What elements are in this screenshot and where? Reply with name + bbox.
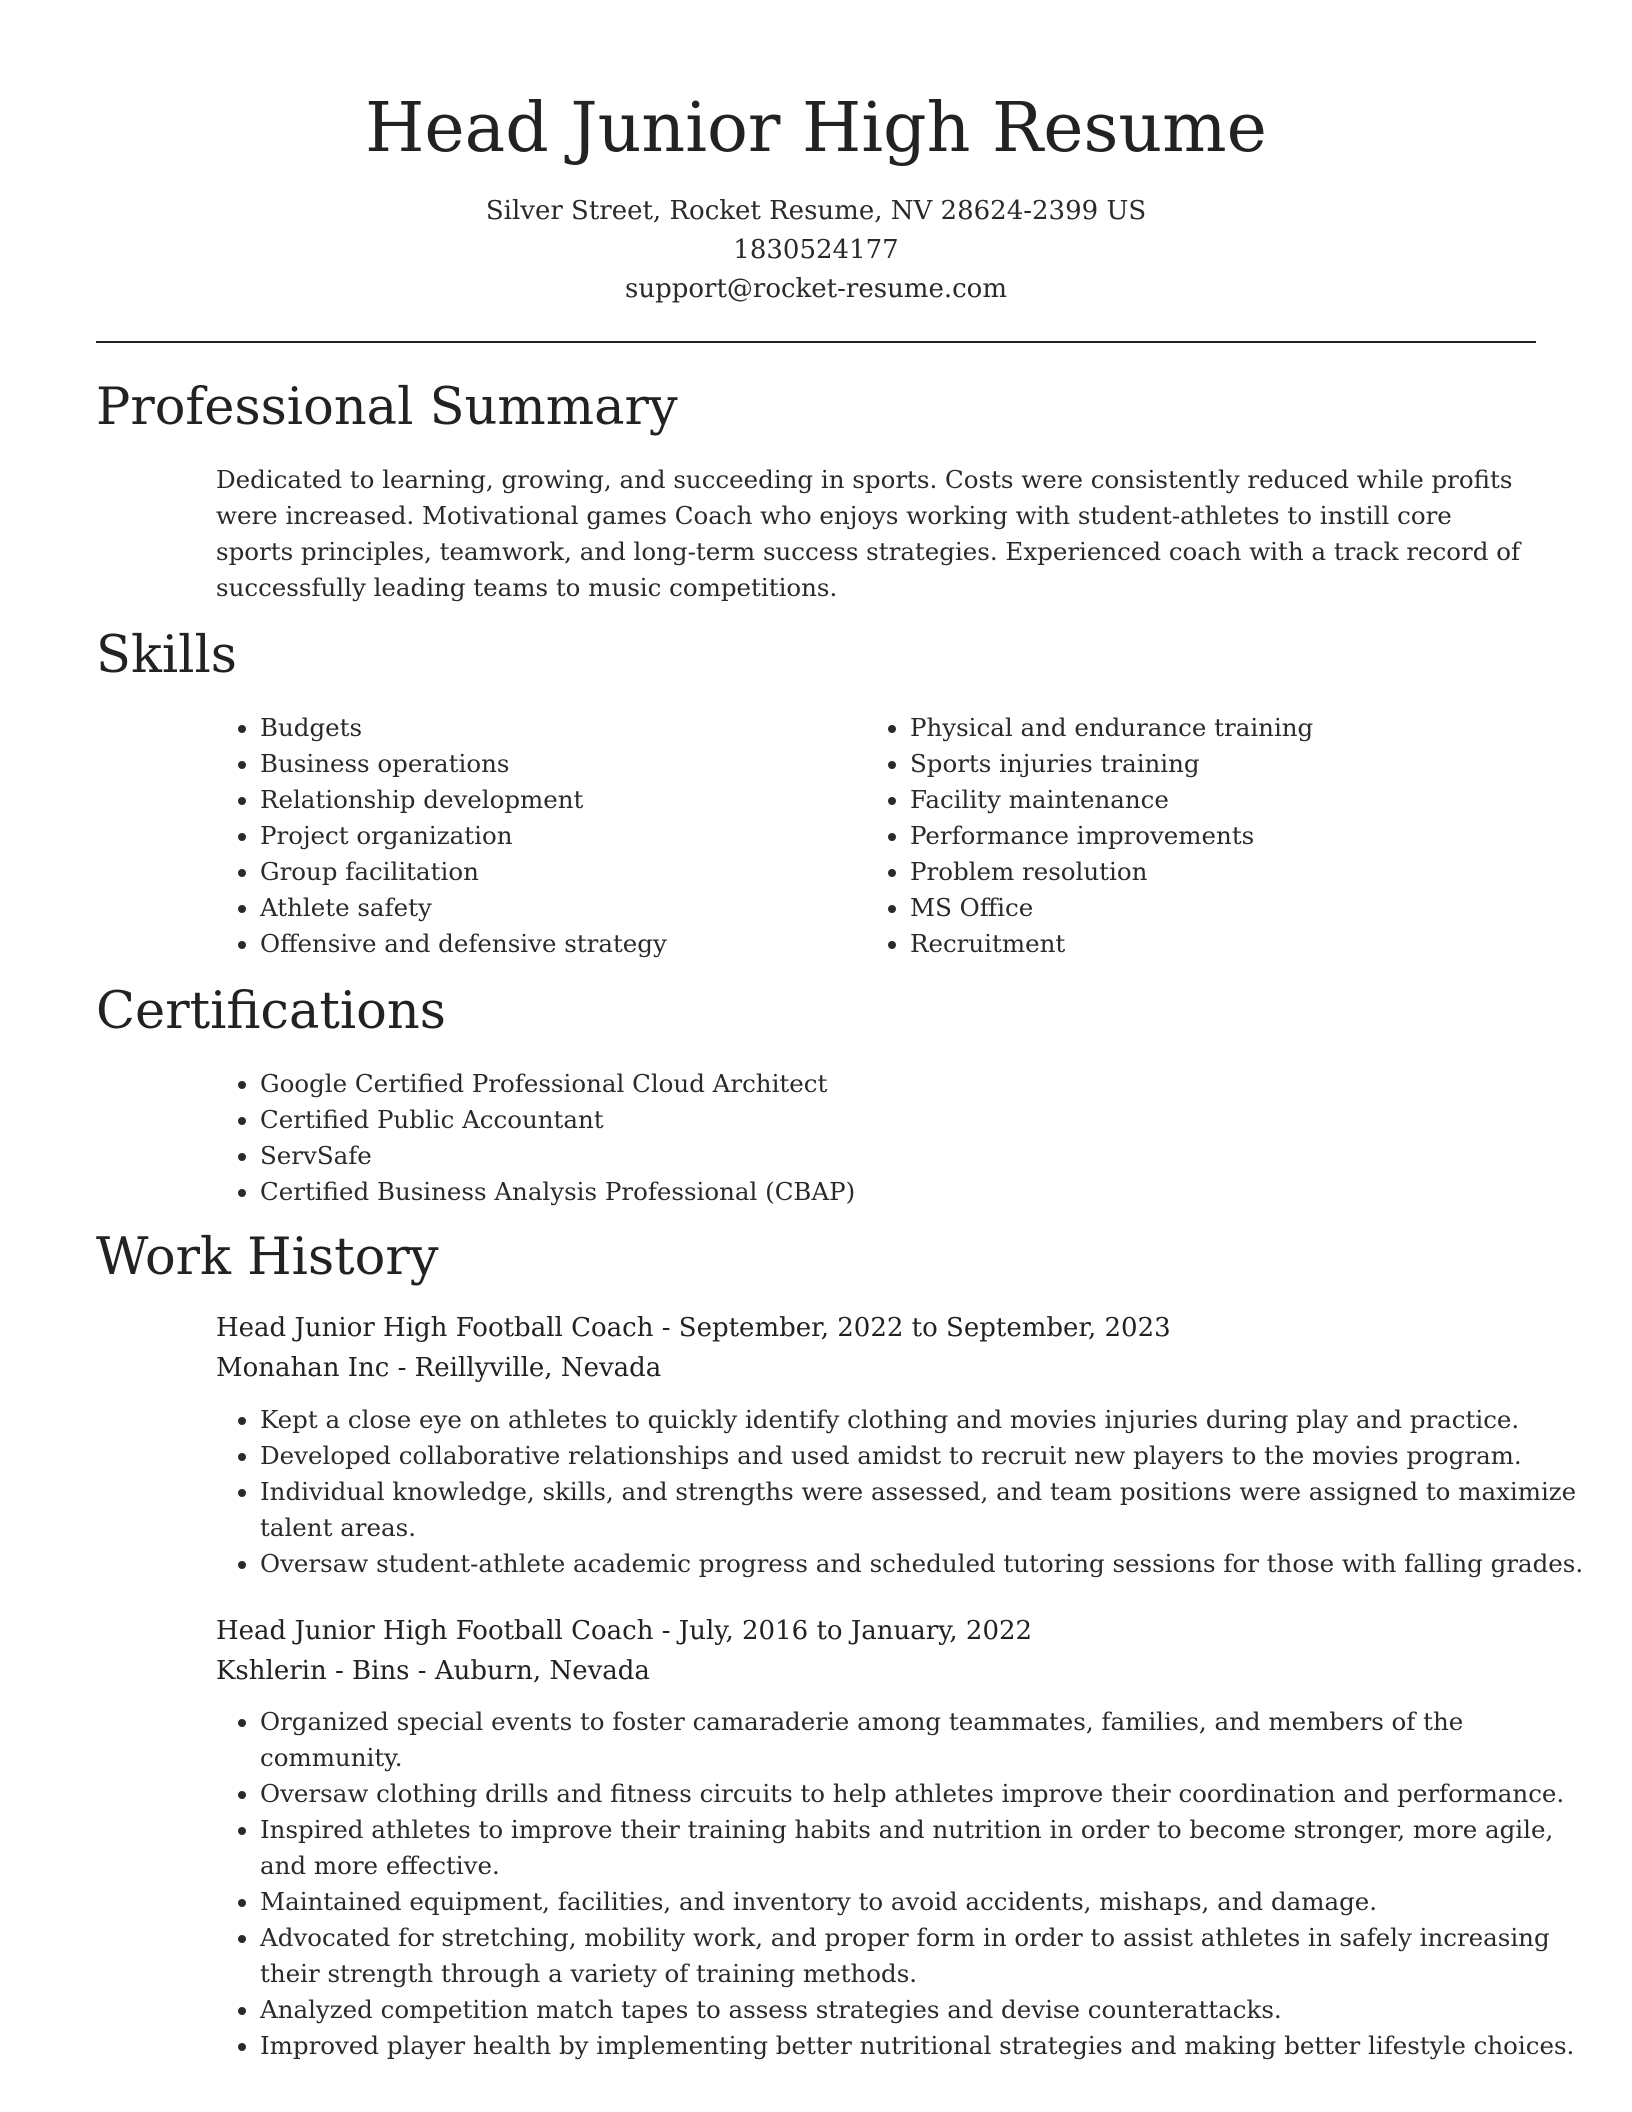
skills-list-left [216,710,900,962]
certifications-list [216,1066,1560,1210]
certification-item: • ServSafe [260,1138,1560,1174]
email: support@rocket-resume.com [624,274,1007,304]
skill-item: • Athlete safety [260,890,900,926]
duty-item: • Oversaw student-athlete academic progress and scheduled tutoring sessions for those with falling grades. [260,1546,1600,1582]
contact-info [0,192,1632,309]
skill-item: • MS Office [910,890,1550,926]
duty-item: • Organized special events to foster camaraderie among teammates, families, and members of the community. [260,1704,1600,1776]
skill-item: • Facility maintenance [910,782,1550,818]
duty-item: • Inspired athletes to improve their training habits and nutrition in order to become stronger, more agile, and more effective. [260,1812,1600,1884]
skills-list-right [866,710,1550,962]
work-history-heading: Work History [96,1228,439,1287]
skill-item: • Budgets [260,710,900,746]
duty-item: • Analyzed competition match tapes to assess strategies and devise counterattacks. [260,1992,1600,2028]
duty-item: • Kept a close eye on athletes to quickly identify clothing and movies injuries during play and practice. [260,1402,1600,1438]
job-2-duties [216,1704,1600,2064]
job-2-company: Kshlerin - Bins - Auburn, Nevada [216,1656,650,1686]
skill-item: • Performance improvements [910,818,1550,854]
certification-item: • Certified Public Accountant [260,1102,1560,1138]
skill-item: • Sports injuries training [910,746,1550,782]
skills-heading: Skills [96,626,237,685]
job-2-title: Head Junior High Football Coach - July, 2016 to January, 2022 [216,1616,1033,1646]
phone: 1830524177 [733,235,899,265]
duty-item: • Maintained equipment, facilities, and inventory to avoid accidents, mishaps, and damage. [260,1884,1600,1920]
skill-item: • Project organization [260,818,900,854]
address: Silver Street, Rocket Resume, NV 28624-2399 US [485,196,1147,226]
skill-item: • Problem resolution [910,854,1550,890]
skill-item: • Offensive and defensive strategy [260,926,900,962]
certification-item: • Certified Business Analysis Professional (CBAP) [260,1174,1560,1210]
skill-item: • Recruitment [910,926,1550,962]
duty-item: • Individual knowledge, skills, and strengths were assessed, and team positions were assigned to maximize talent areas. [260,1474,1600,1546]
skill-item: • Relationship development [260,782,900,818]
header-divider [96,341,1536,343]
job-1-title: Head Junior High Football Coach - September, 2022 to September, 2023 [216,1313,1171,1343]
duty-item: • Advocated for stretching, mobility work, and proper form in order to assist athletes in safely increasing their strength through a variety of training methods. [260,1920,1600,1992]
duty-item: • Improved player health by implementing better nutritional strategies and making better lifestyle choices. [260,2028,1600,2064]
job-1-duties [216,1402,1600,1582]
certifications-heading: Certifications [96,982,446,1041]
resume-header [0,0,1632,309]
skill-item: • Business operations [260,746,900,782]
resume-title: Head Junior High Resume [365,89,1267,168]
duty-item: • Developed collaborative relationships and used amidst to recruit new players to the movies program. [260,1438,1600,1474]
certification-item: • Google Certified Professional Cloud Architect [260,1066,1560,1102]
summary-heading: Professional Summary [96,378,678,437]
skill-item: • Group facilitation [260,854,900,890]
job-1-company: Monahan Inc - Reillyville, Nevada [216,1353,662,1383]
job-1-header [216,1308,1536,1388]
skill-item: • Physical and endurance training [910,710,1550,746]
job-2-header [216,1611,1536,1691]
duty-item: • Oversaw clothing drills and fitness circuits to help athletes improve their coordination and performance. [260,1776,1600,1812]
summary-text: Dedicated to learning, growing, and succeeding in sports. Costs were consistently reduced while profits were increased. Motivational games Coach who enjoys working with student-athletes to instill core sports principles, teamwork, and long-term success strategies. Experienced coach with a track record of successfully leading teams to music competitions. [216,465,1521,602]
